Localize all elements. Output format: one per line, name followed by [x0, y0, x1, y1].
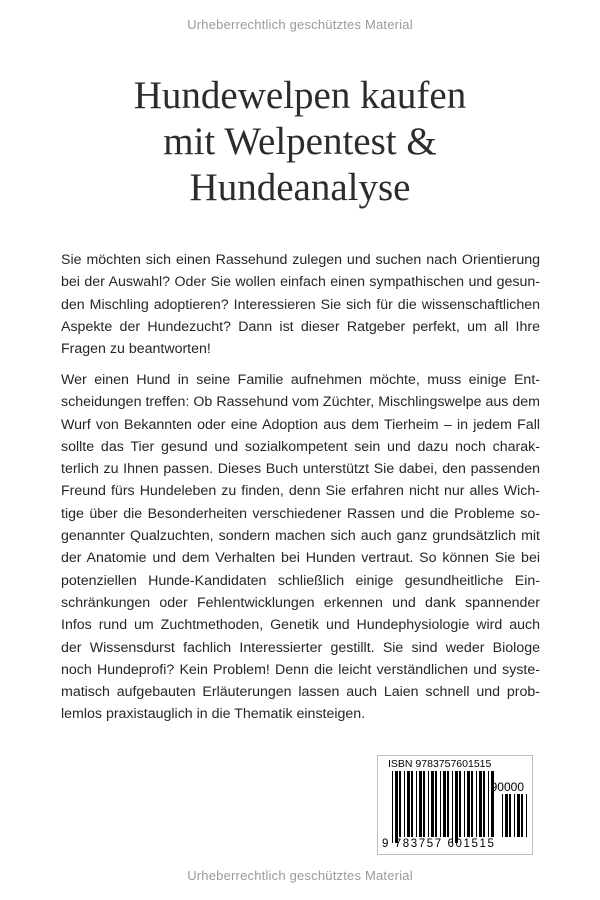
copyright-watermark-top: Urheberrechtlich geschütztes Material: [187, 17, 413, 32]
copyright-watermark-bottom: Urheberrechtlich geschütztes Material: [187, 868, 413, 883]
ean-barcode: [392, 771, 496, 843]
blurb-paragraph-1: [61, 249, 540, 360]
price-addon-barcode: [502, 794, 528, 843]
title-line-3: Hundeanalyse: [189, 166, 411, 209]
price-code: 90000: [490, 780, 524, 794]
ean-digits: 9 783757 601515: [382, 838, 496, 850]
isbn-barcode-box: [377, 755, 533, 855]
title-line-1: Hundewelpen kaufen: [133, 74, 467, 117]
book-title: [0, 73, 600, 211]
title-line-2: mit Welpentest &: [163, 120, 437, 163]
paragraph-1-text: Sie möchten sich einen Rassehund zulegen und suchen nach Orientierung bei der Auswahl? Oder Sie wollen einfach einen sympathischen und gesunden Mischling adoptieren? Interessieren Sie sich für die wissenschaftlichen Aspekte der Hundezucht? Dann ist dieser Ratgeber perfekt, um all Ihre Fragen zu beantworten!: [61, 252, 540, 358]
blurb-paragraph-2: [61, 369, 540, 726]
isbn-label: ISBN 9783757601515: [388, 758, 492, 770]
paragraph-2-text: Wer einen Hund in seine Familie aufnehmen möchte, muss einige Entscheidungen treffen: Ob Rassehund vom Züchter, Mischlingswelpe aus dem Wurf von Bekannten oder eine Adoption aus dem Tierheim – in jedem Fall sollte das Tier gesund und sozialkompetent sein und dazu noch charakterlich zu Ihnen passen. Dieses Buch unterstützt Sie dabei, den passenden Freund fürs Hundeleben zu finden, denn Sie erfahren nicht nur alles Wichtige über die Besonderheiten verschiedener Rassen und die Probleme sogenannter Qualzuchten, sondern machen sich auch ganz grundsätzlich mit der Anatomie und dem Verhalten bei Hunden vertraut. So können Sie bei potenziellen Hunde-Kandidaten schließlich einige gesundheitliche Einschränkungen oder Fehlentwicklungen erkennen und dank spannender Infos rund um Zuchtmethoden, Genetik und Hundephysiologie wird auch der Wissensdurst fachlich Interessierter gestillt. Sie sind weder Biologe noch Hundeprofi? Kein Problem! Denn die leicht verständlichen und systematisch aufgebauten Erläuterungen lassen auch Laien schnell und problemlos praxistauglich in die Thematik einsteigen.: [61, 372, 540, 723]
